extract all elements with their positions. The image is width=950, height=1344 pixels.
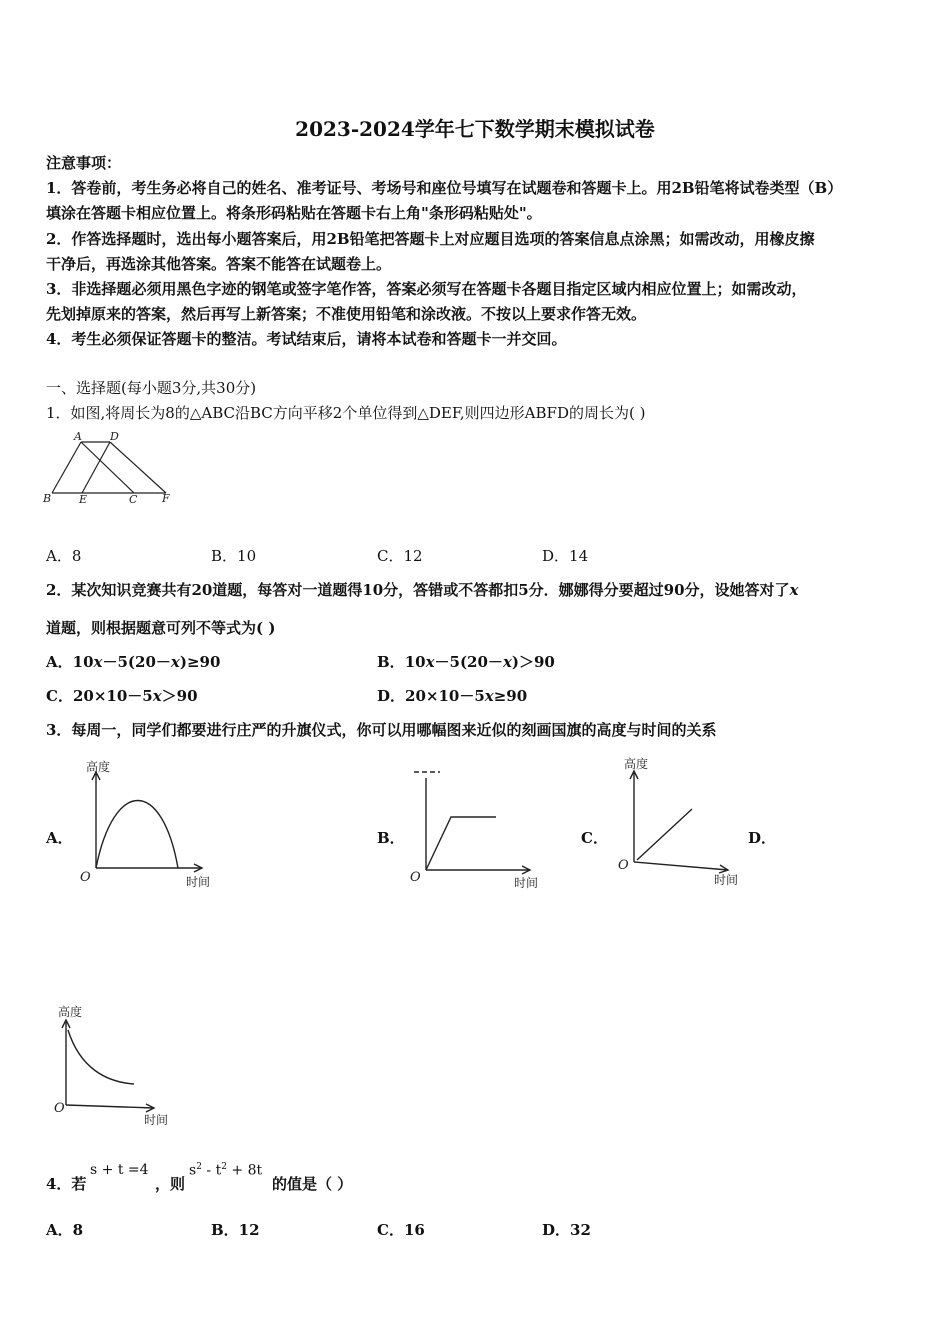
q1-option-b: B．10 xyxy=(211,547,257,565)
expr-var-s: s xyxy=(189,1162,197,1179)
option-var: x xyxy=(152,687,162,705)
q2-stem-line2: 道题，则根据题意可列不等式为( ) xyxy=(46,619,276,637)
option-label: D． xyxy=(377,687,406,705)
q4-condition: s + t =4 xyxy=(90,1162,149,1178)
q4-mid: ，则 xyxy=(155,1175,186,1193)
expr-minus: - xyxy=(206,1162,212,1179)
expr-var-t: t xyxy=(215,1162,222,1179)
q3-option-d-label: D． xyxy=(748,829,777,847)
y-axis-label: 高度 xyxy=(86,760,111,774)
q4-option-a: A．8 xyxy=(46,1221,84,1239)
q4-suffix: 的值是（ ） xyxy=(272,1175,353,1193)
notice-line: 先划掉原来的答案，然后再写上新答案；不准使用铅笔和涂改液。不按以上要求作答无效。 xyxy=(46,305,647,323)
y-axis-label: 高度 xyxy=(624,757,649,771)
q1-option-a: A．8 xyxy=(46,547,82,565)
q4-prefix: 4．若 xyxy=(46,1175,87,1193)
section-heading: 一、选择题(每小题3分,共30分) xyxy=(46,379,257,397)
x-axis-label: 时间 xyxy=(144,1113,169,1127)
q2-option-d xyxy=(377,685,527,706)
x-axis-label: 时间 xyxy=(186,875,211,889)
q2-stem-line1 xyxy=(46,579,798,600)
x-axis-label: 时间 xyxy=(714,873,739,887)
option-part: ＞90 xyxy=(161,687,198,705)
q4-option-c: C．16 xyxy=(377,1221,425,1239)
option-part: －5(20－ xyxy=(102,653,171,671)
option-label: C． xyxy=(46,687,73,705)
q3-option-b-label: B． xyxy=(377,829,405,847)
option-label: A． xyxy=(46,653,73,671)
q3-graph-c xyxy=(612,755,752,890)
notice-line: 干净后，再选涂其他答案。答案不能答在试题卷上。 xyxy=(46,255,392,273)
option-part: 10 xyxy=(404,653,426,671)
option-var: x xyxy=(93,653,103,671)
option-var: x xyxy=(170,653,180,671)
label-c: C xyxy=(129,493,138,506)
label-b: B xyxy=(43,492,52,505)
q3-graph-a xyxy=(74,758,224,893)
option-part: ≥90 xyxy=(493,687,528,705)
x-axis-label: 时间 xyxy=(514,876,539,890)
origin-label: O xyxy=(54,1101,65,1116)
page-title: 2023-2024学年七下数学期末模拟试卷 xyxy=(295,117,655,141)
label-d: D xyxy=(110,430,119,443)
option-part: 10 xyxy=(72,653,94,671)
q2-stem-var: x xyxy=(789,581,799,599)
expr-exp: 2 xyxy=(196,1162,202,1172)
notice-line: 4．考生必须保证答题卡的整洁。考试结束后，请将本试卷和答题卡一并交回。 xyxy=(46,330,567,348)
q3-option-a-label: A． xyxy=(46,829,73,847)
notice-line: 3．非选择题必须用黑色字迹的钢笔或签字笔作答，答案必须写在答题卡各题目指定区域内相应位置上；如需改动， xyxy=(46,280,807,298)
q2-option-c xyxy=(46,685,198,706)
label-f: F xyxy=(162,492,170,505)
label-a: A xyxy=(74,430,82,443)
label-e: E xyxy=(79,493,88,506)
q1-option-c: C．12 xyxy=(377,547,423,565)
origin-label: O xyxy=(618,858,629,873)
option-part: )＞90 xyxy=(511,653,555,671)
origin-label: O xyxy=(80,870,91,885)
expr-exp: 2 xyxy=(221,1162,227,1172)
q2-stem-text: 2．某次知识竞赛共有20道题，每答对一道题得10分，答错或不答都扣5分．娜娜得分要超过90分，设她答对了 xyxy=(46,581,790,599)
q4-expression xyxy=(189,1162,262,1179)
q4-option-b: B．12 xyxy=(211,1221,260,1239)
q1-option-d: D．14 xyxy=(542,547,589,565)
q2-option-a xyxy=(46,651,220,672)
q3-stem: 3．每周一，同学们都要进行庄严的升旗仪式，你可以用哪幅图来近似的刻画国旗的高度与时间的关系 xyxy=(46,721,717,739)
option-part: 20×10－5 xyxy=(72,687,153,705)
q3-graph-d xyxy=(48,1000,188,1135)
option-part: 20×10－5 xyxy=(405,687,485,705)
notice-line: 1．答卷前，考生务必将自己的姓名、准考证号、考场号和座位号填写在试题卷和答题卡上。用2B铅笔将试卷类型（B） xyxy=(46,179,843,197)
q1-stem: 1．如图,将周长为8的△ABC沿BC方向平移2个单位得到△DEF,则四边形ABFD的周长为( ) xyxy=(46,404,646,422)
expr-tail: + 8t xyxy=(231,1162,263,1179)
q1-triangle-figure xyxy=(38,428,178,508)
option-var: x xyxy=(425,653,435,671)
option-var: x xyxy=(484,687,494,705)
origin-label: O xyxy=(410,870,421,885)
notice-heading: 注意事项： xyxy=(46,154,122,172)
notice-line: 填涂在答题卡相应位置上。将条形码粘贴在答题卡右上角"条形码粘贴处"。 xyxy=(46,204,542,222)
q3-option-c-label: C． xyxy=(581,829,608,847)
q3-graph-b xyxy=(404,762,554,897)
option-part: )≥90 xyxy=(179,653,221,671)
notice-line: 2．作答选择题时，选出每小题答案后，用2B铅笔把答题卡上对应题目选项的答案信息点涂黑；如需改动，用橡皮擦 xyxy=(46,230,815,248)
q2-option-b xyxy=(377,651,555,672)
option-var: x xyxy=(502,653,512,671)
y-axis-label: 高度 xyxy=(58,1005,83,1019)
q4-option-d: D．32 xyxy=(542,1221,591,1239)
option-part: －5(20－ xyxy=(434,653,503,671)
option-label: B． xyxy=(377,653,405,671)
